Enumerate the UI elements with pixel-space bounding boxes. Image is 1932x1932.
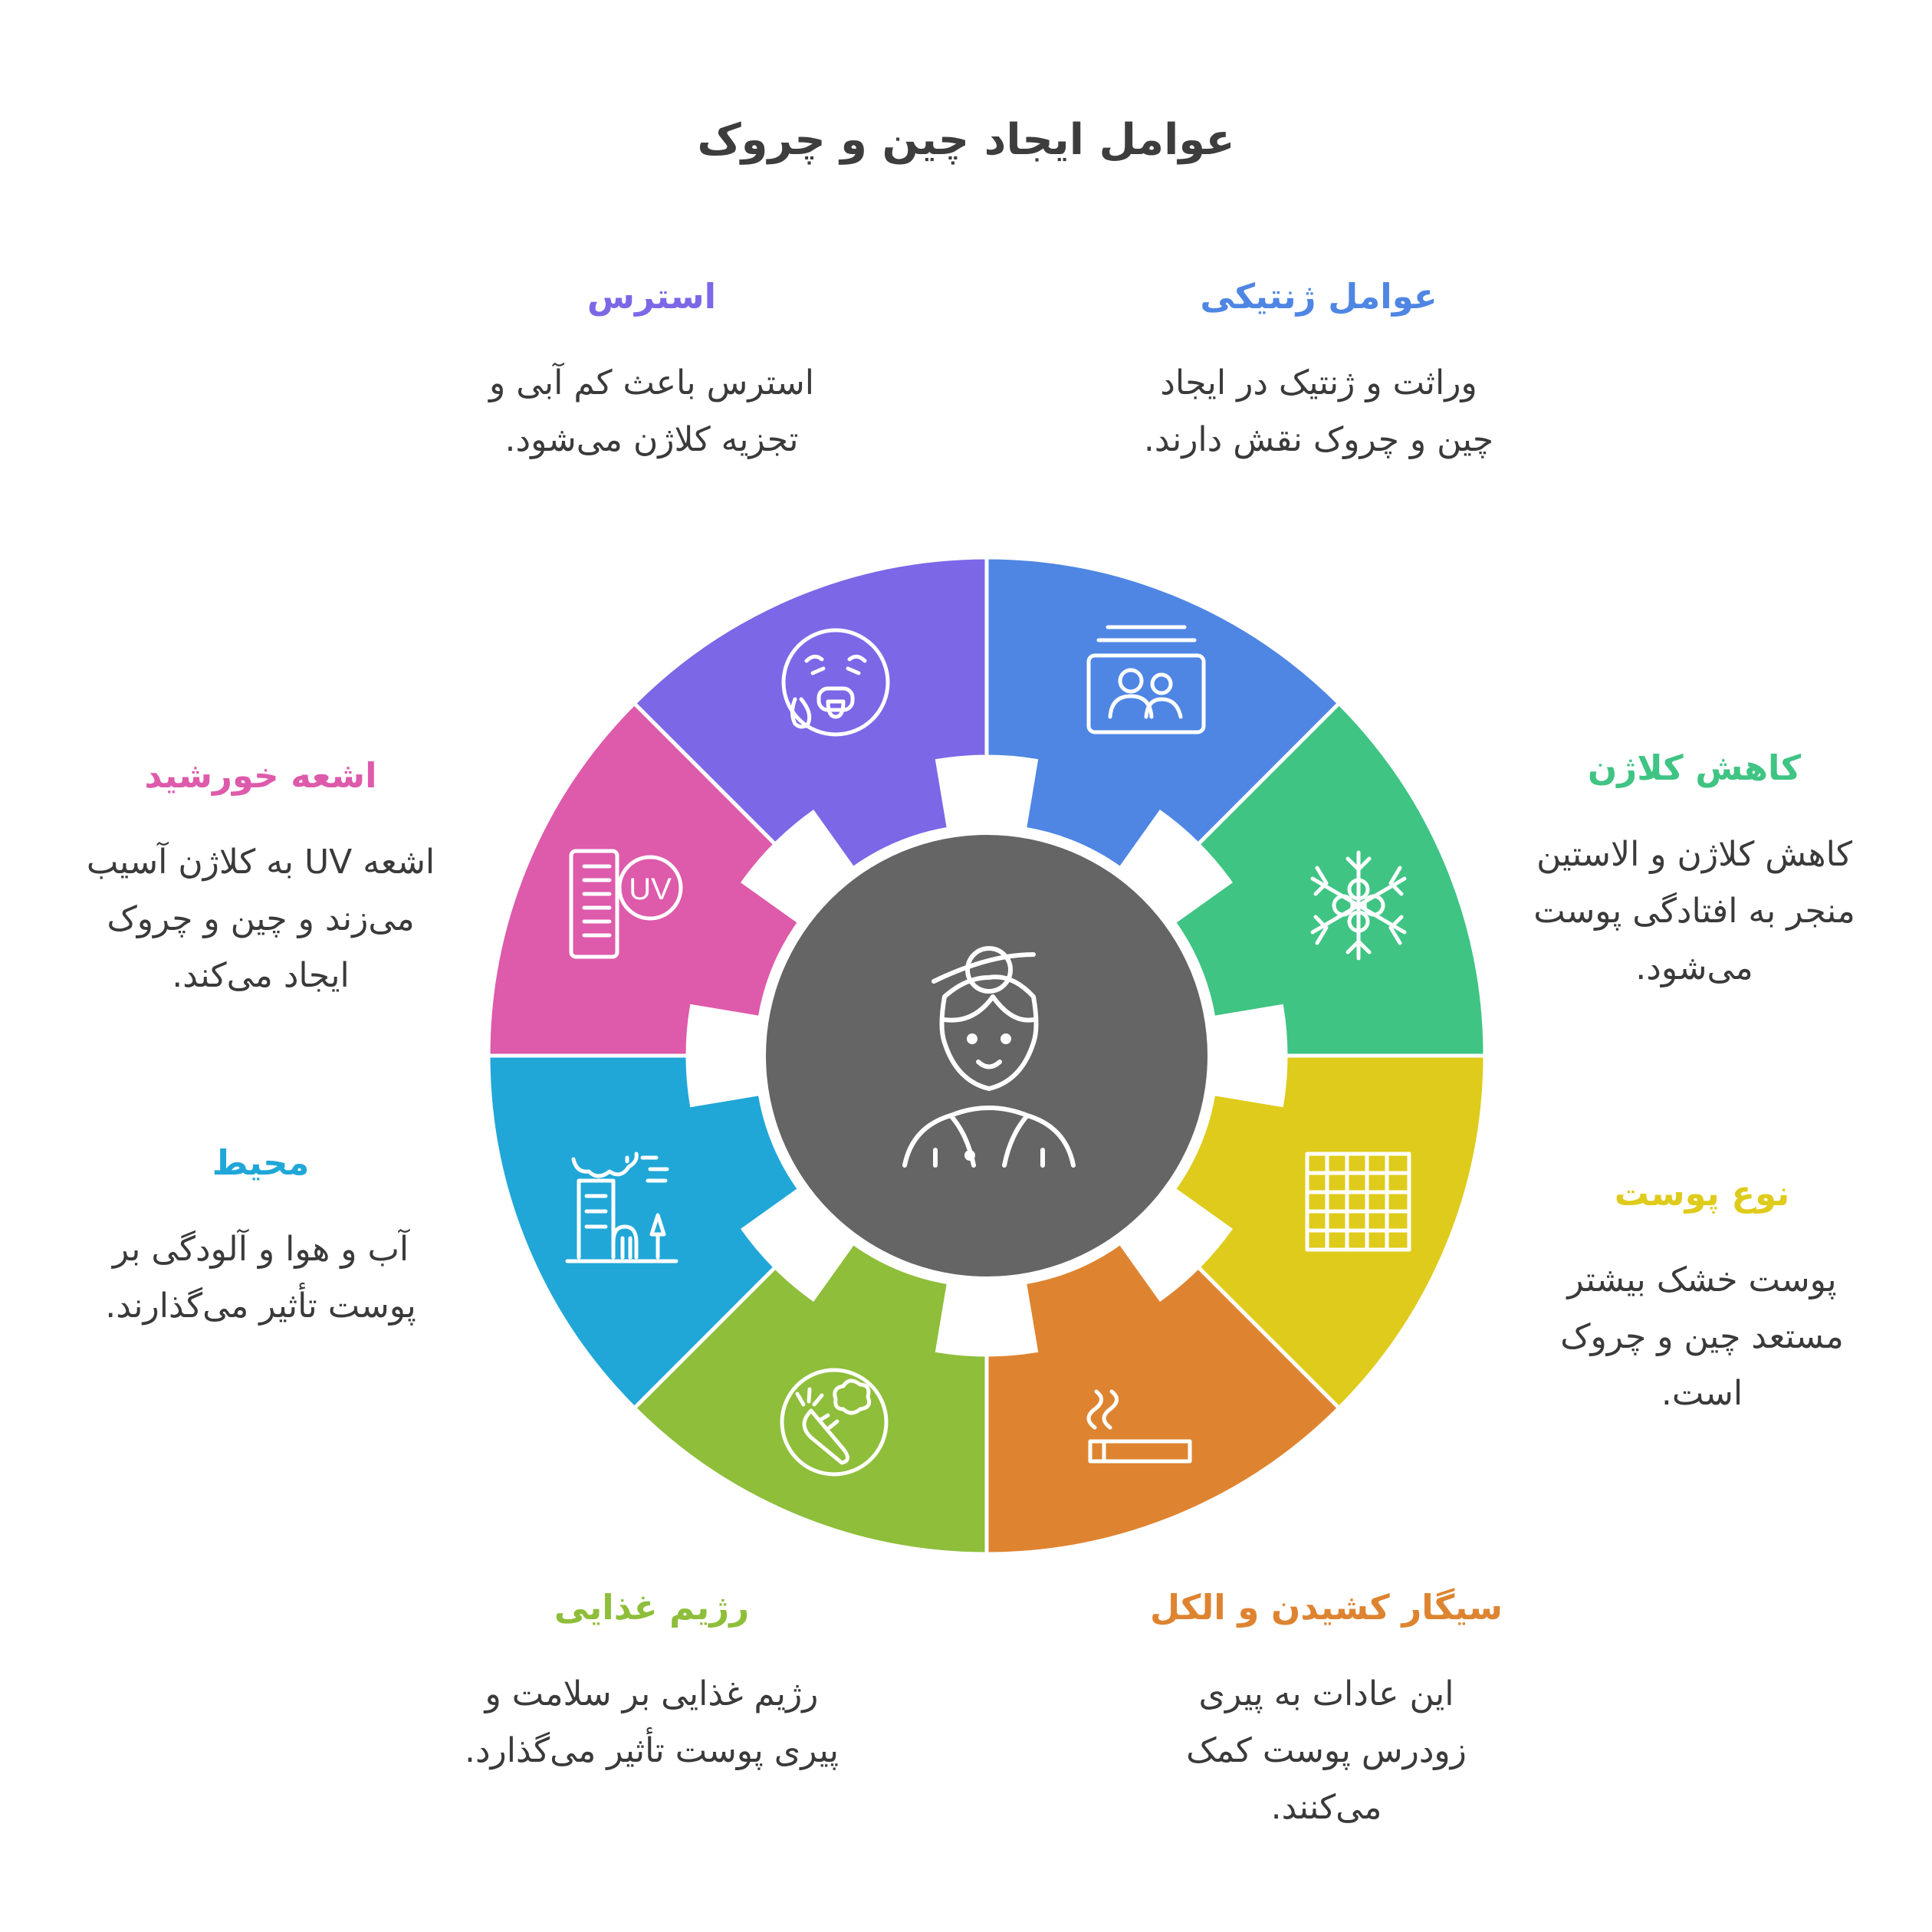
factor-description-genetics: وراثت و ژنتیک در ایجاد چین و چروک نقش دارند.: [1143, 363, 1494, 459]
factor-heading-collagen: کاهش کلاژن: [1587, 748, 1802, 788]
factor-heading-skin-type: نوع پوست: [1614, 1173, 1790, 1214]
factor-description-environment: آب و هوا و آلودگی بر پوست تأثیر می‌گذارند.: [105, 1230, 416, 1326]
factor-description-collagen: کاهش کلاژن و الاستین منجر به افتادگی پوست می‌شود.: [1533, 835, 1855, 987]
factor-description-stress: استرس باعث کم آبی و تجزیه کلاژن می‌شود.: [488, 363, 815, 459]
page-title: عوامل ایجاد چین و چروک: [697, 115, 1235, 165]
factor-heading-smoking: سیگار کشیدن و الکل: [1150, 1587, 1503, 1628]
factor-description-smoking: این عادات به پیری زودرس پوست کمک می‌کنند.: [1186, 1674, 1467, 1827]
factor-description-sun: اشعه UV به کلاژن آسیب می‌زند و چین و چروک ایجاد می‌کند.: [86, 843, 435, 995]
factor-description-diet: رژیم غذایی بر سلامت و پیری پوست تأثیر می‌گذارد.: [464, 1674, 840, 1770]
factor-heading-environment: محیط: [212, 1142, 310, 1183]
factor-description-skin-type: پوست خشک بیشتر مستعد چین و چروک است.: [1560, 1260, 1844, 1413]
factor-heading-genetics: عوامل ژنتیکی: [1200, 276, 1438, 317]
factor-heading-diet: رژیم غذایی: [554, 1587, 750, 1628]
uv-label: UV: [629, 872, 672, 906]
factor-heading-stress: استرس: [586, 276, 717, 317]
factor-heading-sun: اشعه خورشید: [144, 755, 377, 796]
center-disc: [766, 835, 1208, 1276]
